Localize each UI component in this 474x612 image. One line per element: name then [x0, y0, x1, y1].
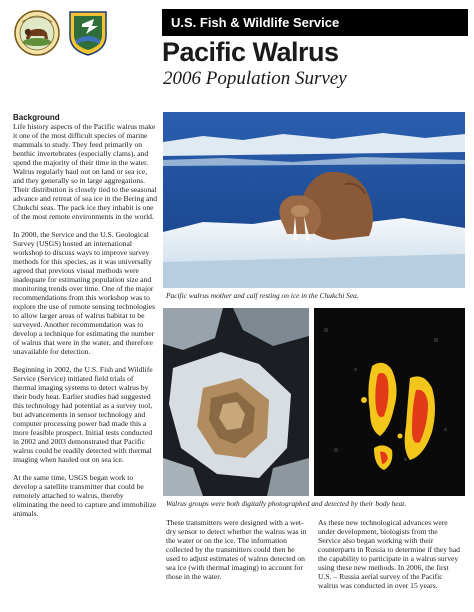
page-subtitle: 2006 Population Survey	[163, 68, 347, 89]
photo-pair-caption: Walrus groups were both digitally photographed and detected by their body heat.	[166, 499, 407, 508]
body-paragraph: As these new technological advances were under development, biologists from the Service also began working with their counterparts in Russia to determine if they had the capability to participate in a walrus survey using these new methods. In 2006, the first U.S. – Russia aerial survey of the Pacific walrus was conducted in over 15 years.	[318, 518, 460, 590]
body-paragraph: At the same time, USGS began work to develop a satellite transmitter that could be remotely attached to walrus, thereby eliminating the need to capture and immobilize animals.	[13, 473, 157, 518]
aerial-walrus-group-image	[163, 308, 309, 496]
fish-and-wildlife-service-emblem-icon	[68, 10, 108, 56]
body-paragraph: In 2000, the Service and the U.S. Geological Survey (USGS) hosted an international workshop to discuss ways to improve survey methods for this species, as it was universally agreed that previous visual methods were inadequate for estimating population size and monitoring trends over time. One of the major recommendations from this workshop was to explore the use of remote sensing technologies to allow larger areas of walrus habitat to be surveyed. Another recommendation was to develop a technique for estimating the number of walrus that were in the water, and therefore unavailable for detection.	[13, 230, 156, 356]
aerial-photo	[163, 308, 309, 496]
bottom-column-2	[318, 518, 462, 590]
bottom-column-1	[166, 518, 310, 581]
thermal-image	[314, 308, 465, 496]
section-heading: Background	[13, 113, 60, 122]
logos	[14, 10, 126, 56]
body-paragraph: Life history aspects of the Pacific walrus make it one of the most difficult species of marine mammals to study. They feed primarily on benthic invertebrates (especially clams), and spend the majority of their time in the water. Walrus regularly haul out on land or sea ice, and they generally so in large aggregations. Their distribution is closely tied to the seasonal advance and retreat of sea ice in the Bering and Chukchi seas. The pack ice they inhabit is one of the most remote environments in the world.	[13, 122, 157, 221]
department-of-interior-seal-icon	[14, 10, 60, 56]
walrus-on-ice-image	[163, 112, 465, 288]
body-paragraph: Beginning in 2002, the U.S. Fish and Wildlife Service (Service) initiated field trials of thermal imaging systems to detect walrus by their body heat. Earlier studies had suggested this technology had potential as a survey tool, but advancements in sensor technology and computer processing power had made this a more feasible prospect. Initial tests conducted in 2002 and 2003 demonstrated that Pacific walrus could be readily detected with thermal imaging when hauled out on sea ice.	[13, 365, 153, 464]
walrus-photo	[163, 112, 465, 288]
body-paragraph: These transmitters were designed with a wet-dry sensor to detect whether the walrus was in the water or on the ice. The information collected by the transmitters could then be used to adjust estimates of walrus detected on sea ice (with thermal imaging) to account for those in the water.	[166, 518, 307, 581]
page-title: Pacific Walrus	[162, 37, 339, 67]
agency-header-bar: U.S. Fish & Wildlife Service	[162, 9, 468, 36]
thermal-detection-image	[314, 308, 465, 496]
background-column	[13, 113, 157, 527]
main-photo-caption: Pacific walrus mother and calf resting on ice in the Chukchi Sea.	[166, 291, 359, 300]
